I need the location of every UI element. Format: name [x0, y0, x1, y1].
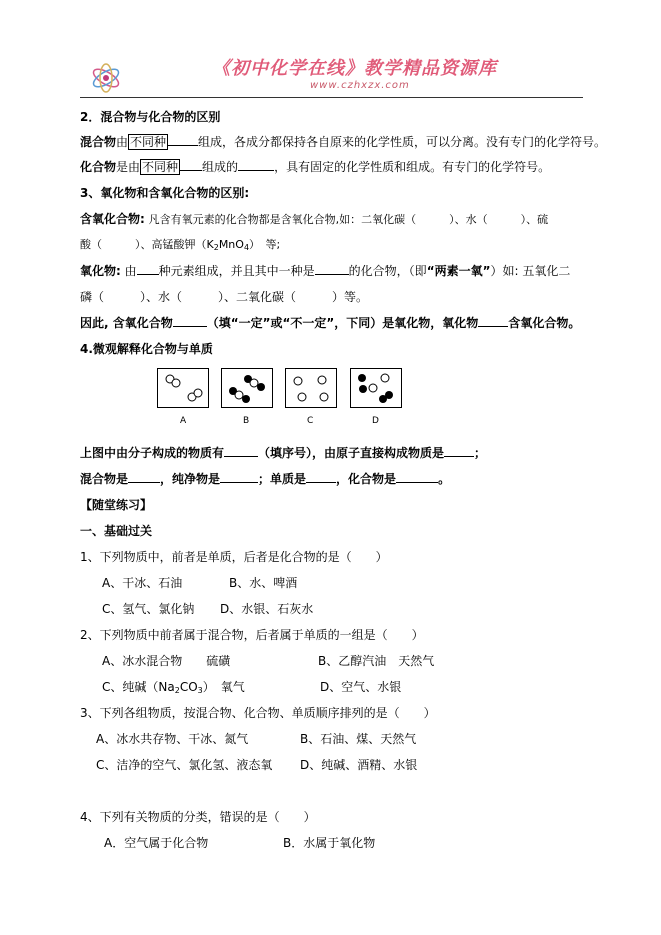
- section3-heading: 3、氧化物和含氧化合物的区别:: [80, 186, 250, 200]
- q4-option-a[interactable]: A．空气属于化合物: [104, 836, 209, 850]
- blank[interactable]: [478, 314, 508, 327]
- blank[interactable]: [220, 470, 258, 483]
- oxy-sub-2: 4: [243, 243, 250, 252]
- r-text-b: ，纯净物是: [160, 472, 221, 486]
- oxide-label: 氧化物:: [80, 264, 121, 278]
- molecule-label-a: A: [180, 416, 187, 426]
- header-title: 《初中化学在线》教学精品资源库: [212, 58, 497, 79]
- blank[interactable]: [306, 470, 336, 483]
- blank[interactable]: [315, 262, 349, 275]
- q2-option-a[interactable]: A、冰水混合物 硫磺: [102, 654, 231, 668]
- blank[interactable]: [137, 262, 159, 275]
- q2-c-text-b: CO: [179, 680, 198, 694]
- molecule-box-d: [350, 368, 402, 408]
- section2-mixture-line: [80, 133, 606, 150]
- oxide-text-1a: 由: [124, 264, 137, 278]
- q2-c-text-a: C、纯碱（Na: [102, 680, 175, 694]
- section4-question: [80, 444, 486, 461]
- compound-text-c: ，具有固定的化学性质和组成。有专门的化学符号。: [274, 160, 551, 174]
- logo-icon: [88, 60, 124, 99]
- q4-option-b[interactable]: B．水属于氧化物: [283, 836, 376, 850]
- oxy-text-2b: MnO: [218, 238, 244, 251]
- oxide-text-1d: ）如: 五氧化二: [490, 264, 571, 278]
- molecule-box-a: [157, 368, 209, 408]
- r-text-d: ，化合物是: [336, 472, 397, 486]
- header-url: www.czhxzx.com: [310, 80, 410, 91]
- blank[interactable]: [173, 314, 207, 327]
- blank[interactable]: [238, 158, 274, 171]
- q3-option-a[interactable]: A、冰水共存物、干冰、氮气: [96, 732, 249, 746]
- q2-option-c[interactable]: [102, 678, 245, 695]
- mixture-text-b: 组成，各成分都保持各自原来的化学性质，可以分离。没有专门的化学符号。: [198, 135, 607, 149]
- blank[interactable]: [224, 444, 258, 457]
- therefore-text-a: 因此, 含氧化合物: [80, 316, 173, 330]
- blank[interactable]: [128, 470, 160, 483]
- q2-stem: 2、下列物质中前者属于混合物，后者属于单质的一组是（ ）: [80, 628, 424, 642]
- q1-option-c[interactable]: C、氢气、氯化钠: [102, 602, 195, 616]
- compound-answer-box: 不同种: [142, 160, 179, 174]
- q2-c-sub-2: 3: [197, 686, 203, 695]
- q1-option-a[interactable]: A、干冰、石油: [102, 576, 183, 590]
- section4-heading: 4.微观解释化合物与单质: [80, 342, 213, 356]
- oxide-line-1: [80, 262, 570, 279]
- oxide-text-1c: 的化合物，（即: [348, 264, 427, 278]
- q-text-b: （填序号），由原子直接构成物质是: [258, 446, 445, 460]
- therefore-line: [80, 314, 580, 331]
- oxide-quote: “两素一氧”: [426, 264, 491, 278]
- compound-label: 化合物: [80, 160, 117, 174]
- q1-option-b[interactable]: B、水、啤酒: [229, 576, 298, 590]
- q-text-a: 上图中由分子构成的物质有: [80, 446, 225, 460]
- mixture-label: 混合物: [80, 135, 117, 149]
- oxy-text-1: 凡含有氧元素的化合物都是含氧化合物,如：二氧化碳（ ）、水（ ）、硫: [148, 213, 549, 226]
- blank[interactable]: [444, 444, 474, 457]
- molecule-label-d: D: [372, 416, 379, 426]
- molecule-label-c: C: [307, 416, 314, 426]
- molecule-box-c: [285, 368, 337, 408]
- q3-option-d[interactable]: D、纯碱、酒精、水银: [300, 758, 418, 772]
- q2-c-sub-1: 2: [174, 686, 180, 695]
- oxy-sub-1: 2: [213, 243, 219, 252]
- mixture-text-a: 由: [116, 135, 129, 149]
- q1-option-d[interactable]: D、水银、石灰水: [220, 602, 314, 616]
- r-text-e: 。: [438, 472, 451, 486]
- q2-option-b[interactable]: B、乙醇汽油 天然气: [318, 654, 435, 668]
- q-text-c: ；: [474, 446, 487, 460]
- oxy-label: 含氧化合物:: [80, 212, 145, 226]
- section2-heading: 2．混合物与化合物的区别: [80, 110, 221, 124]
- therefore-text-b: （填“一定”或“不一定”，下同）是氧化物，氧化物: [206, 316, 479, 330]
- oxy-line-2: [80, 236, 280, 252]
- oxy-text-2a: 酸（ ）、高锰酸钾（K: [80, 238, 214, 251]
- q4-stem: 4、下列有关物质的分类，错误的是（ ）: [80, 810, 316, 824]
- practice-subheading: 一、基础过关: [80, 524, 153, 538]
- molecule-label-b: B: [243, 416, 250, 426]
- blank[interactable]: [396, 470, 438, 483]
- blank[interactable]: [168, 133, 198, 146]
- q1-stem: 1、下列物质中，前者是单质，后者是化合物的是（ ）: [80, 550, 388, 564]
- compound-text-b: 组成的: [202, 160, 239, 174]
- oxy-text-2c: ） 等;: [249, 238, 281, 251]
- practice-heading: 【随堂练习】: [80, 498, 153, 512]
- r-text-a: 混合物是: [80, 472, 129, 486]
- header-divider: [80, 97, 583, 98]
- mixture-answer-box: 不同种: [130, 135, 167, 149]
- oxy-line-1: [80, 210, 548, 227]
- oxide-text-1b: 种元素组成，并且其中一种是: [158, 264, 315, 278]
- q3-stem: 3、下列各组物质，按混合物、化合物、单质顺序排列的是（ ）: [80, 706, 436, 720]
- oxide-line-2: 磷（ ）、水（ ）、二氧化碳（ ）等。: [80, 290, 369, 304]
- compound-text-a: 是由: [116, 160, 141, 174]
- q3-option-c[interactable]: C、洁净的空气、氯化氢、液态氧: [96, 758, 273, 772]
- q2-c-text-c: ） 氧气: [202, 680, 245, 694]
- therefore-text-c: 含氧化合物。: [508, 316, 581, 330]
- r-text-c: ；单质是: [258, 472, 307, 486]
- section2-compound-line: [80, 158, 550, 175]
- molecule-box-b: [221, 368, 273, 408]
- q2-option-d[interactable]: D、空气、水银: [320, 680, 402, 694]
- blank[interactable]: [180, 158, 202, 171]
- q3-option-b[interactable]: B、石油、煤、天然气: [300, 732, 417, 746]
- section4-classification: [80, 470, 450, 487]
